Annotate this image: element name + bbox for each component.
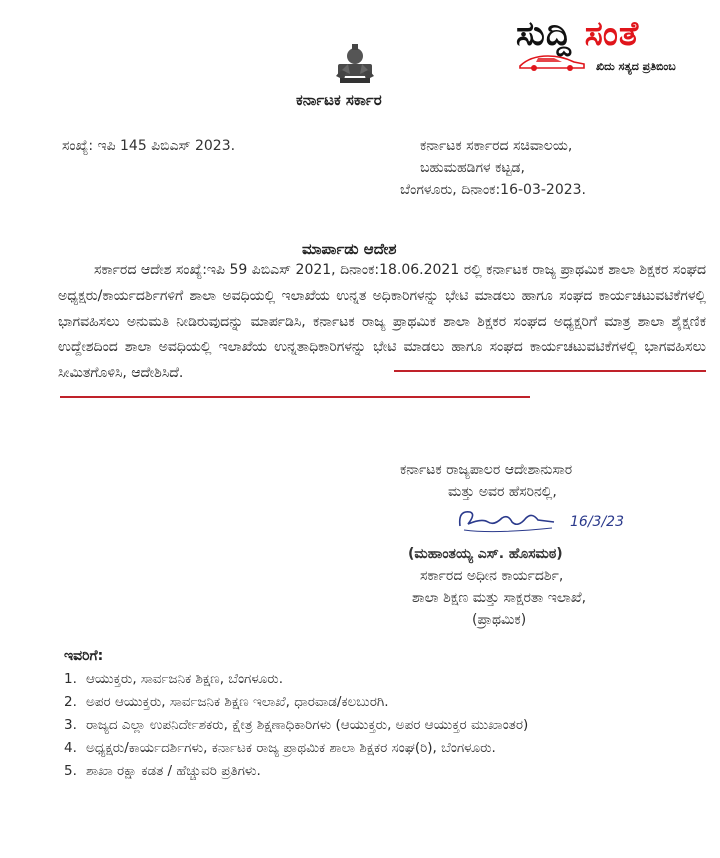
list-item-text: ರಾಜ್ಯದ ಎಲ್ಲಾ ಉಪನಿರ್ದೇಶಕರು, ಕ್ಷೇತ್ರ ಶಿಕ್ಷಣಾಧಿಕಾರಿಗಳು (ಆಯುಕ್ತರು, ಅಪರ ಆಯುಕ್ತರ ಮುಖಾಂತರ)	[86, 717, 529, 733]
karnataka-emblem-icon	[332, 40, 378, 86]
order-body	[58, 258, 706, 387]
list-item	[64, 714, 704, 737]
handwritten-date: 16/3/23	[570, 514, 624, 530]
list-item-number: 2.	[64, 694, 77, 710]
reference-number: ಸಂಖ್ಯೆ: ಇಪಿ 145 ಪಿಬಿಎಸ್ 2023.	[62, 138, 236, 154]
brand-logo	[516, 14, 712, 84]
order-title: ಮಾರ್ಪಾಡು ಆದೇಶ	[302, 240, 397, 258]
handwritten-signature-icon	[454, 500, 564, 540]
order-body-text: ಸರ್ಕಾರದ ಆದೇಶ ಸಂಖ್ಯೆ:ಇಪಿ 59 ಪಿಬಿಎಸ್ 2021, ದಿನಾಂಕ:18.06.2021 ರಲ್ಲಿ ಕರ್ನಾಟಕ ರಾಜ್ಯ ಪ್ರಾಥಮಿಕ ಶಾಲಾ ಶಿಕ್ಷಕರ ಸಂಘದ ಅಧ್ಯಕ್ಷರು/ಕಾರ್ಯದರ್ಶಿಗಳಿಗೆ ಶಾಲಾ ಅವಧಿಯಲ್ಲಿ ಇಲಾಖೆಯ ಉನ್ನತ ಅಧಿಕಾರಿಗಳನ್ನು ಭೇಟಿ ಮಾಡಲು ಹಾಗೂ ಸಂಘದ ಕಾರ್ಯಚಟುವಟಿಕೆಗಳಲ್ಲಿ ಭಾಗವಹಿಸಲು ಅನುಮತಿ ನೀಡಿರುವುದನ್ನು ಮಾರ್ಪಡಿಸಿ, ಕರ್ನಾಟಕ ರಾಜ್ಯ ಪ್ರಾಥಮಿಕ ಶಾಲಾ ಶಿಕ್ಷಕರ ಸಂಘದ ಅಧ್ಯಕ್ಷರಿಗೆ ಮಾತ್ರ ಶಾಲಾ ಶೈಕ್ಷಣಿಕ ಉದ್ದೇಶದಿಂದ ಶಾಲಾ ಅವಧಿಯಲ್ಲಿ ಇಲಾಖೆಯ ಉನ್ನತಾಧಿಕಾರಿಗಳನ್ನು ಭೇಟಿ ಮಾಡಲು ಹಾಗೂ ಸಂಘದ ಕಾರ್ಯಚಟುವಟಿಕೆಗಳಲ್ಲಿ ಭಾಗವಹಿಸಲು ಸೀಮಿತಗೊಳಿಸಿ, ಆದೇಶಿಸಿದೆ.	[58, 262, 706, 382]
list-item-text: ಅಧ್ಯಕ್ಷರು/ಕಾರ್ಯದರ್ಶಿಗಳು, ಕರ್ನಾಟಕ ರಾಜ್ಯ ಪ್ರಾಥಮಿಕ ಶಾಲಾ ಶಿಕ್ಷಕರ ಸಂಘ(ರಿ), ಬೆಂಗಳೂರು.	[86, 740, 496, 756]
brand-name-part2: ಸಂತೆ	[584, 14, 640, 54]
cc-title: ಇವರಿಗೆ:	[64, 648, 104, 664]
signature-authority-line: ಕರ್ನಾಟಕ ರಾಜ್ಯಪಾಲರ ಆದೇಶಾನುಸಾರ	[400, 462, 573, 478]
list-item-text: ಅಪರ ಆಯುಕ್ತರು, ಸಾರ್ವಜನಿಕ ಶಿಕ್ಷಣ ಇಲಾಖೆ, ಧಾರವಾಡ/ಕಲಬುರಗಿ.	[86, 694, 389, 710]
signatory-designation: ಸರ್ಕಾರದ ಅಧೀನ ಕಾರ್ಯದರ್ಶಿ,	[420, 568, 564, 584]
list-item-number: 5.	[64, 763, 77, 779]
list-item-text: ಶಾಖಾ ರಕ್ಷಾ ಕಡತ / ಹೆಚ್ಚುವರಿ ಪ್ರತಿಗಳು.	[86, 763, 261, 779]
signature-name-line: ಮತ್ತು ಅವರ ಹೆಸರಿನಲ್ಲಿ,	[448, 484, 557, 500]
list-item-number: 3.	[64, 717, 77, 733]
list-item-text: ಆಯುಕ್ತರು, ಸಾರ್ವಜನಿಕ ಶಿಕ್ಷಣ, ಬೆಂಗಳೂರು.	[86, 671, 284, 687]
brand-name	[516, 14, 712, 54]
list-item-number: 4.	[64, 740, 77, 756]
list-item	[64, 668, 704, 691]
signatory-name: (ಮಹಾಂತಯ್ಯ ಎಸ್. ಹೊಸಮಠ)	[408, 546, 563, 562]
highlight-underline-1	[394, 370, 706, 372]
address-line-2: ಬಹುಮಹಡಿಗಳ ಕಟ್ಟಡ,	[420, 160, 525, 176]
address-date-line: ಬೆಂಗಳೂರು, ದಿನಾಂಕ:16-03-2023.	[400, 182, 586, 198]
list-item	[64, 737, 704, 760]
list-item-number: 1.	[64, 671, 77, 687]
signatory-section: (ಪ್ರಾಥಮಿಕ)	[472, 612, 527, 628]
address-line-1: ಕರ್ನಾಟಕ ಸರ್ಕಾರದ ಸಚಿವಾಲಯ,	[420, 138, 573, 154]
signatory-department: ಶಾಲಾ ಶಿಕ್ಷಣ ಮತ್ತು ಸಾಕ್ಷರತಾ ಇಲಾಖೆ,	[412, 590, 587, 606]
highlight-underline-2	[60, 396, 530, 398]
car-icon	[518, 50, 588, 72]
government-title: ಕರ್ನಾಟಕ ಸರ್ಕಾರ	[296, 91, 382, 109]
cc-list	[64, 668, 704, 783]
list-item	[64, 760, 704, 783]
brand-name-part1: ಸುದ್ದಿ	[516, 14, 572, 54]
brand-tagline: ಖಿದು ಸತ್ಯದ ಪ್ರತಿಬಿಂಬ	[596, 60, 676, 73]
list-item	[64, 691, 704, 714]
